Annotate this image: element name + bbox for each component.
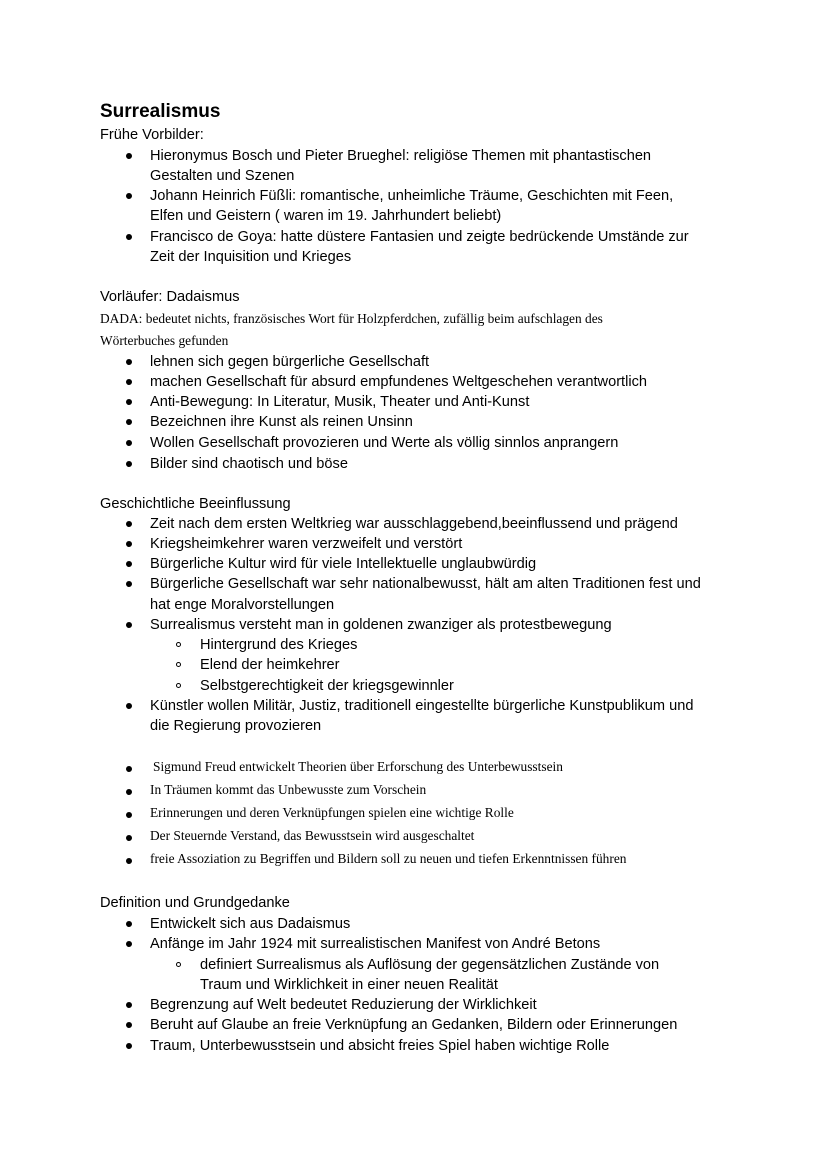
list-item: Künstler wollen Militär, Justiz, traditionell eingestellte bürgerliche Kunstpublikum und bbox=[150, 698, 694, 714]
sub-bullet-marker bbox=[176, 642, 181, 647]
bullet-marker bbox=[126, 921, 132, 927]
bullet-marker bbox=[126, 812, 132, 818]
list-item: Kriegsheimkehrer waren verzweifelt und verstört bbox=[150, 536, 463, 552]
list-item: Hieronymus Bosch und Pieter Brueghel: religiöse Themen mit phantastischen bbox=[150, 148, 652, 164]
bullet-marker bbox=[126, 1022, 132, 1028]
list-item: Sigmund Freud entwickelt Theorien über Erforschung des Unterbewusstsein bbox=[153, 759, 563, 774]
bullet-marker bbox=[126, 193, 132, 199]
section-heading-definition-grundgedanke: Definition und Grundgedanke bbox=[100, 895, 290, 911]
list-item: Erinnerungen und deren Verknüpfungen spielen eine wichtige Rolle bbox=[150, 805, 514, 820]
bullet-marker bbox=[126, 541, 132, 547]
bullet-marker bbox=[126, 1002, 132, 1008]
bullet-marker bbox=[126, 234, 132, 240]
list-item: Bürgerliche Kultur wird für viele Intellektuelle unglaubwürdig bbox=[150, 556, 537, 572]
bullet-marker bbox=[126, 461, 132, 467]
bullet-marker bbox=[126, 153, 132, 159]
list-item: Bilder sind chaotisch und böse bbox=[150, 456, 348, 472]
list-item: lehnen sich gegen bürgerliche Gesellschaft bbox=[150, 354, 430, 370]
dada-definition-text-continuation: Wörterbuches gefunden bbox=[100, 333, 229, 348]
list-item: Bezeichnen ihre Kunst als reinen Unsinn bbox=[150, 414, 413, 430]
sub-list-item: Elend der heimkehrer bbox=[200, 657, 340, 673]
list-item-continuation: Gestalten und Szenen bbox=[150, 168, 295, 184]
list-item: In Träumen kommt das Unbewusste zum Vorschein bbox=[150, 782, 427, 797]
bullet-marker bbox=[126, 399, 132, 405]
sub-bullet-marker bbox=[176, 962, 181, 967]
dada-definition-text: DADA: bedeutet nichts, französisches Wort für Holzpferdchen, zufällig beim aufschlagen des bbox=[100, 311, 603, 326]
list-item: Anti-Bewegung: In Literatur, Musik, Theater und Anti-Kunst bbox=[150, 394, 530, 410]
list-item: Entwickelt sich aus Dadaismus bbox=[150, 916, 351, 932]
list-item: Der Steuernde Verstand, das Bewusstsein wird ausgeschaltet bbox=[150, 828, 475, 843]
list-item: Francisco de Goya: hatte düstere Fantasien und zeigte bedrückende Umstände zur bbox=[150, 229, 689, 245]
bullet-marker bbox=[126, 379, 132, 385]
document-title: Surrealismus bbox=[100, 101, 221, 122]
list-item: Wollen Gesellschaft provozieren und Werte als völlig sinnlos anprangern bbox=[150, 435, 619, 451]
bullet-marker bbox=[126, 1043, 132, 1049]
bullet-marker bbox=[126, 521, 132, 527]
section-heading-fruehe-vorbilder: Frühe Vorbilder: bbox=[100, 127, 204, 143]
sub-list-item: Hintergrund des Krieges bbox=[200, 637, 358, 653]
list-item: Begrenzung auf Welt bedeutet Reduzierung der Wirklichkeit bbox=[150, 997, 537, 1013]
list-item: machen Gesellschaft für absurd empfundenes Weltgeschehen verantwortlich bbox=[150, 374, 647, 390]
list-item: Johann Heinrich Füßli: romantische, unheimliche Träume, Geschichten mit Feen, bbox=[150, 188, 674, 204]
bullet-marker bbox=[126, 766, 132, 772]
list-item: Surrealismus versteht man in goldenen zwanziger als protestbewegung bbox=[150, 617, 612, 633]
sub-list-item: definiert Surrealismus als Auflösung der gegensätzlichen Zustände von bbox=[200, 957, 660, 973]
section-heading-geschichtliche-beeinflussung: Geschichtliche Beeinflussung bbox=[100, 496, 291, 512]
sub-list-item: Selbstgerechtigkeit der kriegsgewinnler bbox=[200, 678, 454, 694]
list-item: Traum, Unterbewusstsein und absicht freies Spiel haben wichtige Rolle bbox=[150, 1038, 610, 1054]
bullet-marker bbox=[126, 789, 132, 795]
bullet-marker bbox=[126, 622, 132, 628]
list-item: Anfänge im Jahr 1924 mit surrealistischen Manifest von André Betons bbox=[150, 936, 601, 952]
bullet-marker bbox=[126, 858, 132, 864]
bullet-marker bbox=[126, 561, 132, 567]
bullet-marker bbox=[126, 581, 132, 587]
section-heading-vorlaeufer-dadaismus: Vorläufer: Dadaismus bbox=[100, 289, 240, 305]
list-item-continuation: Zeit der Inquisition und Krieges bbox=[150, 249, 352, 265]
bullet-marker bbox=[126, 941, 132, 947]
list-item-continuation: hat enge Moralvorstellungen bbox=[150, 597, 335, 613]
list-item: freie Assoziation zu Begriffen und Bildern soll zu neuen und tiefen Erkenntnissen führen bbox=[150, 851, 627, 866]
list-item: Zeit nach dem ersten Weltkrieg war ausschlaggebend,beeinflussend und prägend bbox=[150, 516, 678, 532]
sub-list-item-continuation: Traum und Wirklichkeit in einer neuen Realität bbox=[200, 977, 498, 993]
list-item-continuation: Elfen und Geistern ( waren im 19. Jahrhundert beliebt) bbox=[150, 208, 502, 224]
list-item: Bürgerliche Gesellschaft war sehr nationalbewusst, hält am alten Traditionen fest und bbox=[150, 576, 701, 592]
bullet-marker bbox=[126, 440, 132, 446]
bullet-marker bbox=[126, 419, 132, 425]
bullet-marker bbox=[126, 703, 132, 709]
list-item: Beruht auf Glaube an freie Verknüpfung an Gedanken, Bildern oder Erinnerungen bbox=[150, 1017, 678, 1033]
bullet-marker bbox=[126, 835, 132, 841]
list-item-continuation: die Regierung provozieren bbox=[150, 718, 322, 734]
sub-bullet-marker bbox=[176, 662, 181, 667]
sub-bullet-marker bbox=[176, 683, 181, 688]
bullet-marker bbox=[126, 359, 132, 365]
